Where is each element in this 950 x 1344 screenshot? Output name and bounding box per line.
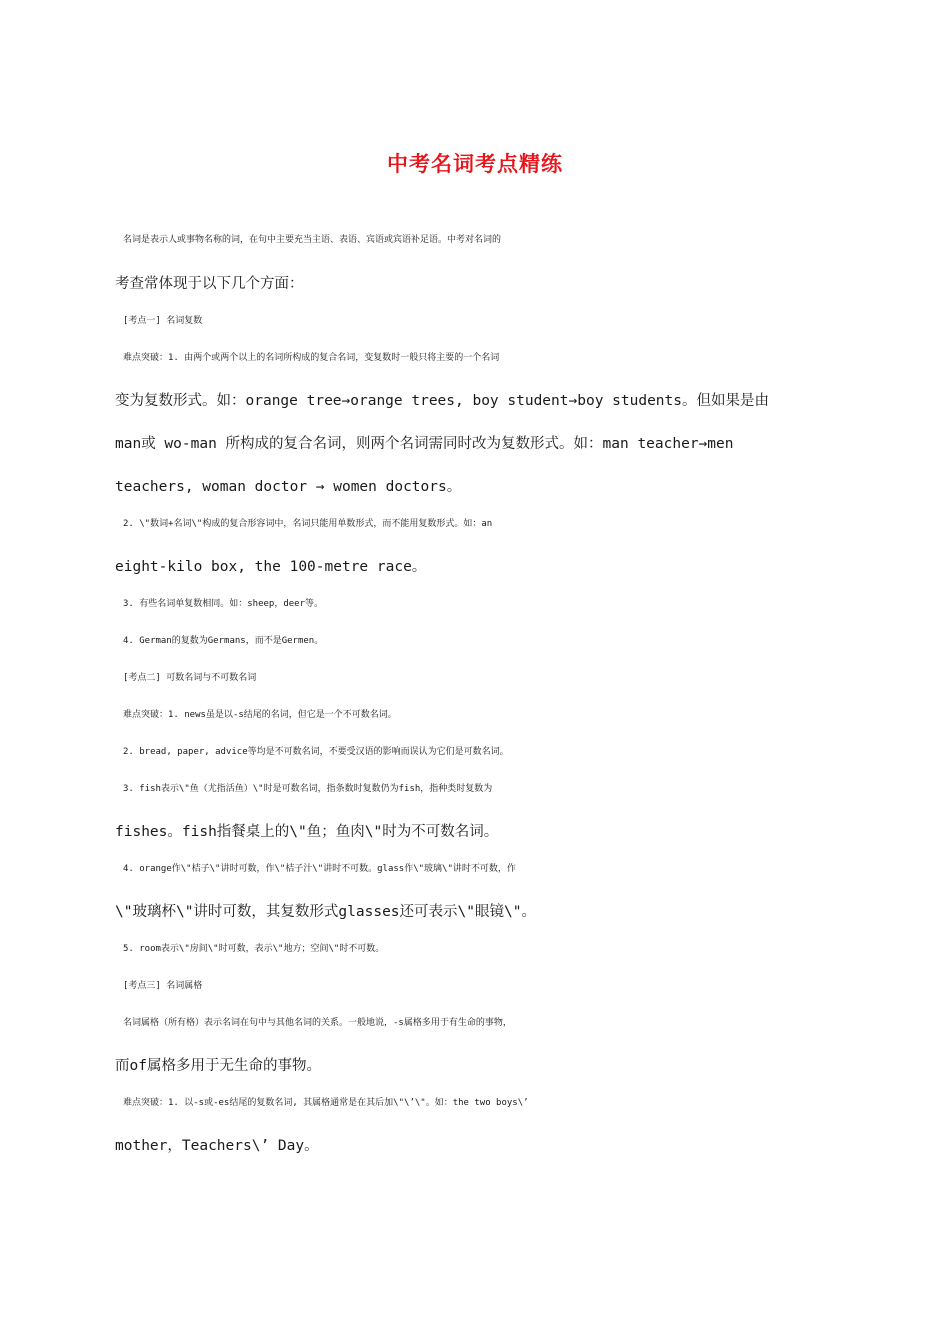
paragraph-line: 3. fish表示\"鱼（尤指活鱼）\"时是可数名词，指条数时复数仍为fish，指种类时复数为 [123, 784, 493, 794]
document-title: 中考名词考点精练 [387, 152, 563, 176]
paragraph-line: 2. \"数词+名词\"构成的复合形容词中，名词只能用单数形式，而不能用复数形式。如：an [123, 519, 493, 529]
paragraph-line: 变为复数形式。如：orange tree→orange trees, boy student→boy students。但如果是由 [115, 393, 769, 409]
section-heading: [考点二] 可数名词与不可数名词 [123, 673, 257, 683]
paragraph-line: man或 wo-man 所构成的复合名词，则两个名词需同时改为复数形式。如：man teacher→men [115, 436, 734, 452]
paragraph-line: 3. 有些名词单复数相同。如：sheep，deer等。 [123, 599, 324, 609]
paragraph-line: 难点突破：1. news虽是以-s结尾的名词，但它是一个不可数名词。 [123, 710, 397, 720]
paragraph-line: fishes。fish指餐桌上的\"鱼；鱼肉\"时为不可数名词。 [115, 824, 499, 840]
paragraph-line: 5. room表示\"房间\"时可数，表示\"地方；空间\"时不可数。 [123, 944, 385, 954]
paragraph-line: 名词属格（所有格）表示名词在句中与其他名词的关系。一般地说，-s属格多用于有生命的事物， [123, 1018, 512, 1028]
section-heading: [考点一] 名词复数 [123, 316, 203, 326]
paragraph-line: eight-kilo box, the 100-metre race。 [115, 559, 427, 575]
paragraph-line: 4. orange作\"桔子\"讲时可数，作\"桔子汁\"讲时不可数。glass作\"玻璃\"讲时不可数，作 [123, 864, 516, 874]
paragraph-line: 难点突破：1. 由两个或两个以上的名词所构成的复合名词，变复数时一般只将主要的一个名词 [123, 353, 500, 363]
paragraph-line: 4. German的复数为Germans，而不是Germen。 [123, 636, 324, 646]
paragraph-line: 考查常体现于以下几个方面： [115, 276, 304, 292]
paragraph-line: \"玻璃杯\"讲时可数，其复数形式glasses还可表示\"眼镜\"。 [115, 904, 536, 920]
paragraph-line: 而of属格多用于无生命的事物。 [115, 1058, 321, 1074]
paragraph-line: 名词是表示人或事物名称的词，在句中主要充当主语、表语、宾语或宾语补足语。中考对名词的 [123, 235, 502, 245]
paragraph-line: 难点突破：1. 以-s或-es结尾的复数名词, 其属格通常是在其后加\"\’\"。如：the two boys\’ [123, 1098, 529, 1108]
paragraph-line: 2. bread, paper, advice等均是不可数名词，不要受汉语的影响而误认为它们是可数名词。 [123, 747, 509, 757]
paragraph-line: teachers, woman doctor → women doctors。 [115, 479, 462, 495]
paragraph-line: mother，Teachers\’ Day。 [115, 1138, 319, 1154]
section-heading: [考点三] 名词属格 [123, 981, 203, 991]
